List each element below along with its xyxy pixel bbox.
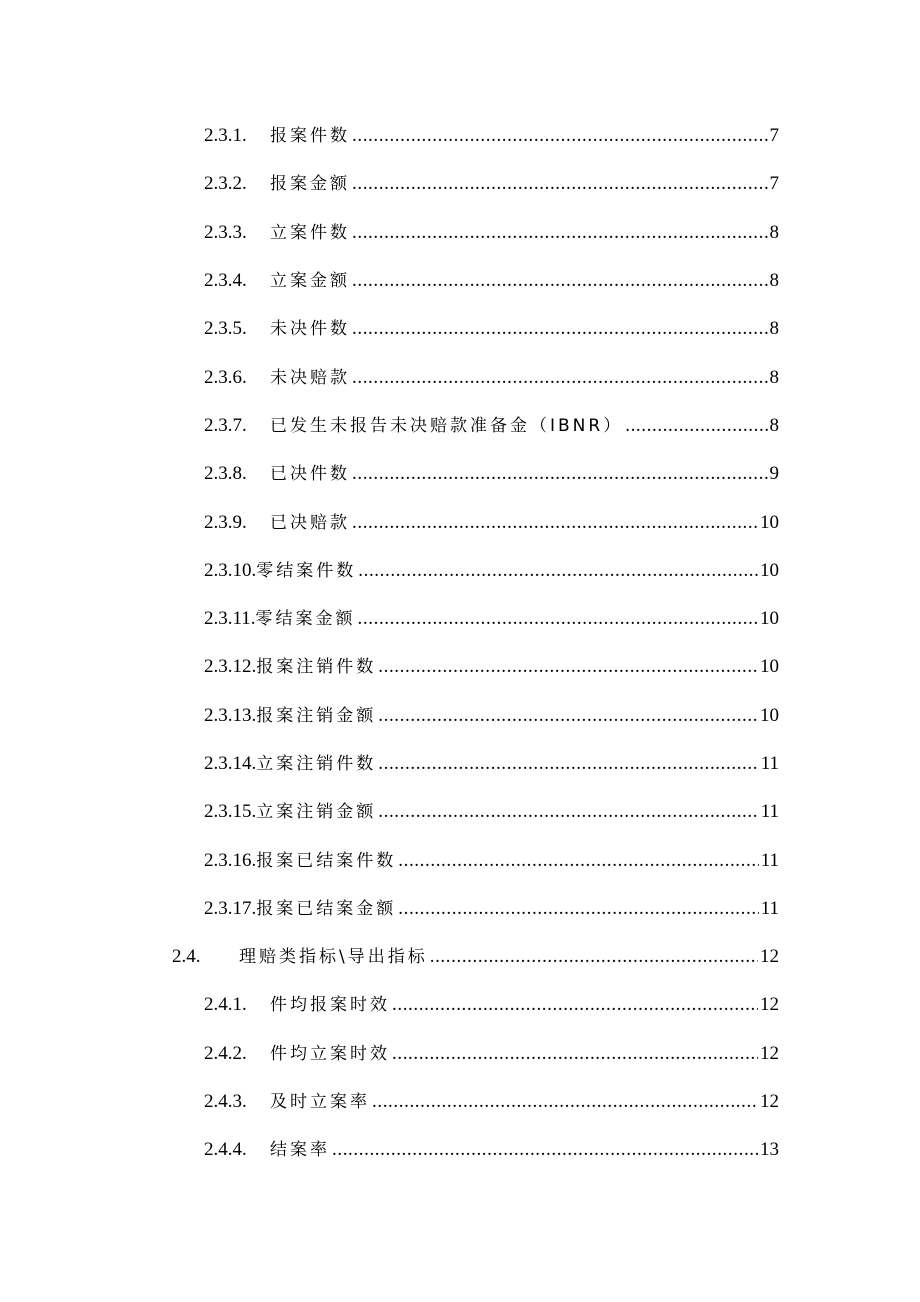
dot-leader <box>352 317 768 341</box>
toc-entry[interactable] <box>0 595 920 643</box>
toc-title: 件均立案时效 <box>270 1043 390 1064</box>
toc-entry[interactable] <box>0 112 920 160</box>
toc-number: 2.3.4. <box>204 270 247 292</box>
dot-leader <box>352 366 768 390</box>
table-of-contents <box>0 112 920 1175</box>
toc-page-number: 10 <box>760 511 779 533</box>
toc-title: 报案注销件数 <box>256 657 377 678</box>
toc-entry[interactable] <box>0 933 920 981</box>
dot-leader <box>372 1090 758 1114</box>
toc-number: 2.3.6. <box>204 366 247 388</box>
toc-number: 2.4.4. <box>204 1139 247 1161</box>
toc-page-number: 11 <box>760 801 779 823</box>
dot-leader <box>430 945 758 969</box>
dot-leader <box>398 849 758 873</box>
toc-entry[interactable] <box>0 740 920 788</box>
toc-title: 结案率 <box>270 1140 330 1161</box>
toc-entry[interactable] <box>0 450 920 498</box>
toc-page-number: 7 <box>769 125 779 147</box>
toc-entry[interactable] <box>0 885 920 933</box>
toc-title: 立案注销件数 <box>256 754 377 774</box>
toc-page-number: 8 <box>769 221 779 243</box>
toc-number: 2.3.8. <box>204 463 247 485</box>
toc-number: 2.3.7. <box>204 414 247 436</box>
toc-title: 零结案金额 <box>255 609 356 630</box>
toc-page-number: 10 <box>760 656 779 678</box>
toc-number: 2.3.14. <box>204 753 257 774</box>
toc-number: 2.3.5. <box>204 318 247 340</box>
dot-leader <box>352 221 768 245</box>
toc-entry[interactable] <box>0 643 920 691</box>
dot-leader <box>392 993 758 1017</box>
toc-entry[interactable] <box>0 1078 920 1126</box>
toc-entry[interactable] <box>0 1030 920 1078</box>
toc-entry[interactable] <box>0 1126 920 1174</box>
toc-page-number: 11 <box>760 753 779 774</box>
toc-title: 未决件数 <box>270 319 350 340</box>
toc-number: 2.3.10. <box>204 559 257 581</box>
toc-title: 报案金额 <box>270 174 350 195</box>
toc-page-number: 10 <box>760 704 779 726</box>
toc-number: 2.4. <box>172 946 201 968</box>
toc-page-number: 12 <box>760 1042 779 1064</box>
toc-page-number: 8 <box>769 414 779 436</box>
toc-page-number: 9 <box>769 463 779 485</box>
toc-entry[interactable] <box>0 402 920 450</box>
toc-page-number: 12 <box>760 1091 779 1113</box>
toc-title: 零结案件数 <box>256 560 357 581</box>
toc-title: 已决件数 <box>270 464 350 485</box>
dot-leader <box>392 1042 758 1066</box>
toc-number: 2.3.13. <box>204 704 257 726</box>
toc-title: 报案已结案件数 <box>256 850 397 871</box>
toc-page-number: 8 <box>769 318 779 340</box>
toc-page-number: 12 <box>760 946 779 968</box>
toc-entry[interactable] <box>0 257 920 305</box>
toc-number: 2.3.3. <box>204 221 247 243</box>
toc-number: 2.3.16. <box>204 849 257 871</box>
toc-title: 立案注销金额 <box>256 802 377 823</box>
toc-title: 已决赔款 <box>270 512 350 533</box>
toc-page-number: 12 <box>760 994 779 1016</box>
dot-leader <box>358 607 758 631</box>
toc-title: 立案件数 <box>270 222 350 243</box>
toc-entry[interactable] <box>0 498 920 546</box>
dot-leader <box>352 124 768 148</box>
toc-number: 2.3.1. <box>204 125 247 147</box>
toc-title: 报案件数 <box>270 126 350 147</box>
dot-leader <box>352 511 758 535</box>
toc-page-number: 11 <box>760 849 779 871</box>
dot-leader <box>352 462 768 486</box>
toc-number: 2.3.9. <box>204 511 247 533</box>
toc-title: 已发生未报告未决赔款准备金（IBNR） <box>270 415 624 436</box>
toc-title: 报案已结案金额 <box>256 898 397 919</box>
toc-entry[interactable] <box>0 547 920 595</box>
toc-entry[interactable] <box>0 209 920 257</box>
toc-page-number: 8 <box>769 366 779 388</box>
dot-leader <box>378 704 758 728</box>
dot-leader <box>352 172 768 196</box>
dot-leader <box>358 559 758 583</box>
toc-title: 未决赔款 <box>270 367 350 388</box>
toc-number: 2.3.15. <box>204 801 257 823</box>
toc-title: 理赔类指标\导出指标 <box>239 947 428 968</box>
toc-entry[interactable] <box>0 788 920 836</box>
toc-page-number: 10 <box>760 559 779 581</box>
toc-title: 件均报案时效 <box>270 995 390 1016</box>
toc-entry[interactable] <box>0 981 920 1029</box>
toc-number: 2.4.3. <box>204 1091 247 1113</box>
dot-leader <box>378 752 758 776</box>
toc-page-number: 11 <box>760 897 779 919</box>
toc-title: 及时立案率 <box>270 1092 370 1113</box>
toc-number: 2.3.12. <box>204 656 257 678</box>
toc-number: 2.4.2. <box>204 1042 247 1064</box>
dot-leader <box>398 897 758 921</box>
dot-leader <box>332 1138 758 1162</box>
toc-title: 报案注销金额 <box>256 705 377 726</box>
dot-leader <box>625 414 767 438</box>
toc-number: 2.3.2. <box>204 173 247 195</box>
toc-number: 2.4.1. <box>204 994 247 1016</box>
toc-title: 立案金额 <box>270 271 350 292</box>
toc-entry[interactable] <box>0 305 920 353</box>
toc-entry[interactable] <box>0 836 920 884</box>
toc-entry[interactable] <box>0 160 920 208</box>
toc-number: 2.3.17. <box>204 897 257 919</box>
toc-page-number: 13 <box>760 1139 779 1161</box>
dot-leader <box>378 655 758 679</box>
toc-entry[interactable] <box>0 353 920 401</box>
dot-leader <box>352 269 768 293</box>
dot-leader <box>378 800 758 824</box>
toc-entry[interactable] <box>0 692 920 740</box>
toc-number: 2.3.11. <box>204 608 256 630</box>
toc-page-number: 8 <box>769 270 779 292</box>
toc-page-number: 10 <box>760 608 779 630</box>
toc-page-number: 7 <box>769 173 779 195</box>
